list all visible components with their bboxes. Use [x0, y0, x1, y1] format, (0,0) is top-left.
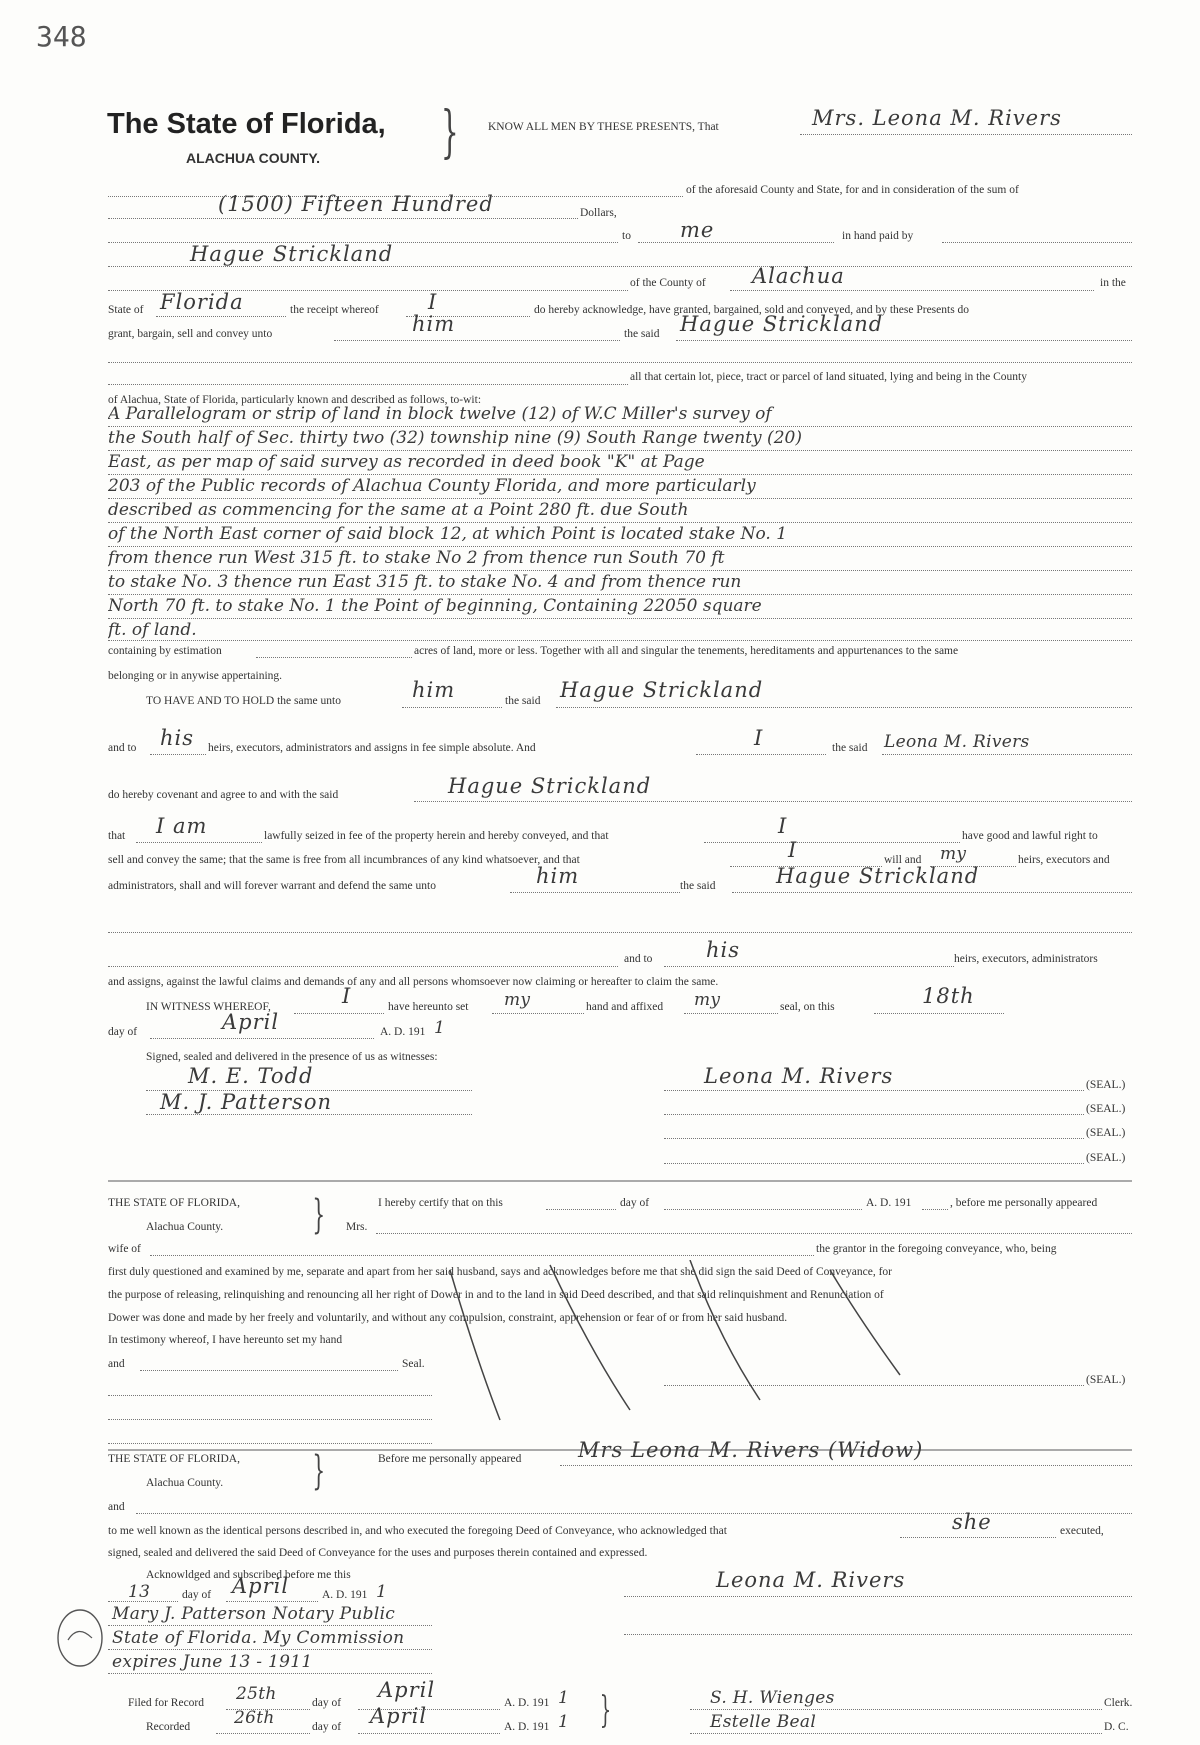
before-me-text: , before me personally appeared [950, 1197, 1098, 1209]
filed-day-handwritten: 25th [236, 1684, 277, 1704]
testimony-text: In testimony whereof, I have hereunto set my hand [108, 1334, 343, 1346]
description-line: North 70 ft. to stake No. 1 the Point of beginning, Containing 22050 square [108, 596, 762, 616]
amount-line [108, 218, 578, 219]
description-rule [108, 450, 1132, 451]
grantee-line-2 [556, 707, 1132, 708]
grant-text: grant, bargain, sell and convey unto [108, 328, 273, 340]
notary-handwritten-2: State of Florida. My Commission [112, 1628, 405, 1648]
line-8 [108, 966, 618, 967]
witness-i-handwritten: I [342, 984, 352, 1008]
header-brace: } [440, 100, 459, 165]
notary-handwritten-1: Mary J. Patterson Notary Public [112, 1604, 396, 1624]
mrs-line [376, 1233, 1132, 1234]
filed-ad-text: A. D. 191 [504, 1697, 550, 1709]
containing-text: containing by estimation [108, 645, 222, 657]
ack-year-handwritten: 1 [376, 1582, 388, 1602]
and-to-line [150, 754, 206, 755]
grantee-handwritten-1: Hague Strickland [680, 312, 884, 336]
unto-handwritten: him [412, 312, 456, 336]
heirs-exec-text: heirs, executors and [1018, 854, 1110, 866]
month-handwritten: April [222, 1010, 280, 1034]
filed-month-handwritten: April [378, 1678, 436, 1702]
that-i-line [704, 842, 960, 843]
receipt-handwritten: I [428, 290, 438, 314]
ack-signature-line-1 [624, 1596, 1132, 1597]
rec-day-of-text: day of [312, 1721, 342, 1733]
grantor-line [800, 134, 1132, 135]
ack-day-handwritten: 13 [128, 1582, 151, 1602]
and-to-handwritten: his [160, 726, 195, 750]
county-line [730, 290, 1094, 291]
line-3 [108, 266, 1132, 267]
signature-line-4 [664, 1163, 1084, 1164]
day-line [874, 1013, 1004, 1014]
grantor-handwritten-2: Leona M. Rivers [884, 732, 1030, 752]
rec-day-line [216, 1733, 310, 1734]
description-rule [108, 498, 1132, 499]
amount-handwritten: (1500) Fifteen Hundred [218, 192, 494, 216]
witness-i-line [294, 1013, 384, 1014]
seized-text: lawfully seized in fee of the property herein and hereby conveyed, and that [264, 830, 609, 842]
sell-convey-text: sell and convey the same; that the same is free from all incumbrances of any kind whatsoever, and that [108, 854, 580, 866]
description-rule [108, 426, 1132, 427]
rec-year-handwritten: 1 [558, 1712, 570, 1732]
description-line: 203 of the Public records of Alachua County Florida, and more particularly [108, 476, 756, 496]
grantor-line-2 [882, 754, 1132, 755]
wife-brace: } [312, 1192, 326, 1238]
that-text: that [108, 830, 126, 842]
ad-text: A. D. 191 [380, 1026, 426, 1038]
recorded-text: Recorded [146, 1721, 191, 1733]
state-of-text: State of [108, 304, 144, 316]
the-said-text-2: the said [505, 695, 541, 707]
heirs-admin-text: heirs, executors, administrators [954, 953, 1098, 965]
ack-signed-text: signed, sealed and delivered the said Deed of Conveyance for the uses and purposes therein contained and expressed. [108, 1547, 648, 1559]
seal-label: (SEAL.) [1086, 1127, 1126, 1139]
testimony-line-3 [108, 1443, 432, 1444]
seal-label: (SEAL.) [1086, 1103, 1126, 1115]
certify-day-line [546, 1209, 616, 1210]
heirs-fee-text: heirs, executors, administrators and assigns in fee simple absolute. And [208, 742, 536, 754]
assigns-text: and assigns, against the lawful claims and demands of any and all persons whomsoever now claiming or hereafter to claim the same. [108, 976, 719, 988]
to-line [638, 242, 834, 243]
ack-state-text: THE STATE OF FLORIDA, [108, 1453, 240, 1465]
that-handwritten: I am [156, 814, 208, 838]
set-line [492, 1013, 584, 1014]
testimony-and-text: and [108, 1358, 125, 1370]
acknowledged-text: Acknowldged and subscribed before me this [146, 1569, 351, 1581]
signature-line-2 [664, 1114, 1084, 1115]
seal-on-text: seal, on this [780, 1001, 835, 1013]
wife-of-line [150, 1255, 814, 1256]
to-handwritten: me [680, 218, 715, 242]
that-i-handwritten: I [778, 814, 788, 838]
in-the-text: in the [1100, 277, 1126, 289]
acknowledge-text: do hereby acknowledge, have granted, bargained, sold and conveyed, and by these Presents do [534, 304, 970, 316]
in-hand-line [942, 242, 1132, 243]
signature-line-1 [664, 1090, 1084, 1091]
grantor-signature: Leona M. Rivers [704, 1064, 894, 1088]
rec-ad-text: A. D. 191 [504, 1721, 550, 1733]
dollars-text: Dollars, [580, 207, 617, 219]
of-county-text: of the County of [630, 277, 706, 289]
all-that-text: all that certain lot, piece, tract or parcel of land situated, lying and being in the County [630, 371, 1027, 383]
know-all-text: KNOW ALL MEN BY THESE PRESENTS, That [488, 121, 719, 133]
description-rule [108, 546, 1132, 547]
defend-unto-handwritten: him [536, 864, 580, 888]
seal-label: (SEAL.) [1086, 1152, 1126, 1164]
certify-year-line [922, 1209, 948, 1210]
and-to-text: and to [108, 742, 137, 754]
seal-label: (SEAL.) [1086, 1079, 1126, 1091]
ack-brace: } [312, 1448, 326, 1494]
and-to-text-2: and to [624, 953, 653, 965]
description-rule [108, 618, 1132, 619]
grantee-line-3 [414, 801, 1132, 802]
filed-year-handwritten: 1 [558, 1688, 570, 1708]
witness-1-handwritten: M. E. Todd [188, 1064, 314, 1088]
signed-text: Signed, sealed and delivered in the presence of us as witnesses: [146, 1051, 438, 1063]
and-to2-handwritten: his [706, 938, 741, 962]
ack-day-of-text: day of [182, 1589, 212, 1601]
before-appeared-text: Before me personally appeared [378, 1453, 522, 1465]
appeared-handwritten: Mrs Leona M. Rivers (Widow) [578, 1438, 924, 1462]
notary-seal-mark [52, 1604, 108, 1672]
acres-line [256, 657, 412, 658]
state-handwritten: Florida [160, 290, 244, 314]
line-5 [108, 362, 1132, 363]
mrs-text: Mrs. [346, 1221, 368, 1233]
covenant-text: do hereby covenant and agree to and with the said [108, 789, 339, 801]
cancellation-strokes [440, 1260, 1000, 1430]
ack-signature: Leona M. Rivers [716, 1568, 906, 1592]
state-line [156, 316, 286, 317]
will-and-text: will and [884, 854, 922, 866]
day-of-text: day of [108, 1026, 138, 1038]
ack-and-text: and [108, 1501, 125, 1513]
in-hand-text: in hand paid by [842, 230, 914, 242]
appeared-line [560, 1465, 1132, 1466]
description-line: the South half of Sec. thirty two (32) township nine (9) South Range twenty (20) [108, 428, 802, 448]
wife-paragraph-line-1: first duly questioned and examined by me, separate and apart from her said husband, says and acknowledges before me that she did sign the said Deed of Conveyance, for [108, 1266, 892, 1278]
grantee-line-1 [676, 340, 1132, 341]
description-line: described as commencing for the same at a Point 280 ft. due South [108, 500, 689, 520]
section-divider-1 [108, 1180, 1132, 1182]
in-witness-text: IN WITNESS WHEREOF, [146, 1001, 271, 1013]
dc-label: D. C. [1104, 1721, 1129, 1733]
unto-line [334, 340, 620, 341]
wife-paragraph-line-2: the purpose of releasing, relinquishing and renouncing all her right of Dower in and to the land in said Deed described, and that said relinquishment and Renunciation of [108, 1289, 884, 1301]
the-said-text-4: the said [680, 880, 716, 892]
ack-ad-text: A. D. 191 [322, 1589, 368, 1601]
grantor-handwritten: Mrs. Leona M. Rivers [812, 106, 1062, 130]
description-rule [108, 474, 1132, 475]
acres-text: acres of land, more or less. Together with all and singular the tenements, hereditaments and appurtenances to the same [414, 645, 959, 657]
ack-signature-line-2 [624, 1634, 1132, 1635]
description-rule [108, 522, 1132, 523]
rec-day-handwritten: 26th [234, 1708, 275, 1728]
filed-day-of-text: day of [312, 1697, 342, 1709]
grantee-handwritten-2: Hague Strickland [560, 678, 764, 702]
she-handwritten: she [952, 1510, 992, 1534]
rec-month-handwritten: April [370, 1704, 428, 1728]
wife-county-text: Alachua County. [146, 1221, 224, 1233]
wife-of-text: wife of [108, 1243, 141, 1255]
rec-month-line [358, 1733, 500, 1734]
ack-month-handwritten: April [232, 1574, 290, 1598]
hand-affixed-text: hand and affixed [586, 1001, 664, 1013]
certify-month-line [664, 1209, 862, 1210]
executed-text: executed, [1060, 1525, 1104, 1537]
grantee-line-4 [732, 892, 1132, 893]
belonging-text: belonging or in anywise appertaining. [108, 670, 283, 682]
description-line: ft. of land. [108, 620, 197, 640]
clerk-label: Clerk. [1104, 1697, 1133, 1709]
witness-2-handwritten: M. J. Patterson [160, 1090, 332, 1114]
that-i2-handwritten: I [788, 838, 798, 862]
clerk-handwritten: S. H. Wienges [710, 1688, 835, 1708]
to-have-text: TO HAVE AND TO HOLD the same unto [146, 695, 341, 707]
administrators-text: administrators, shall and will forever warrant and defend the same unto [108, 880, 436, 892]
grantee-handwritten-4: Hague Strickland [776, 864, 980, 888]
the-said-text-3: the said [832, 742, 868, 754]
defend-unto-line [510, 892, 680, 893]
description-rule [108, 594, 1132, 595]
page-number: 348 [36, 20, 87, 53]
county-heading: ALACHUA COUNTY. [186, 150, 321, 166]
to-text: to [622, 230, 631, 242]
certify-ad-text: A. D. 191 [866, 1197, 912, 1209]
year-handwritten: 1 [434, 1018, 446, 1038]
grantee-handwritten-3: Hague Strickland [448, 774, 652, 798]
signature-line-3 [664, 1138, 1084, 1139]
description-line: East, as per map of said survey as recorded in deed book "K" at Page [108, 452, 705, 472]
filed-text: Filed for Record [128, 1697, 205, 1709]
line-7 [108, 932, 1132, 933]
county-handwritten: Alachua [752, 264, 845, 288]
set-handwritten: my [504, 990, 531, 1010]
certify-day-of-text: day of [620, 1197, 650, 1209]
description-line: A Parallelogram or strip of land in block twelve (12) of W.C Miller's survey of [108, 404, 772, 424]
notary-handwritten-3: expires June 13 - 1911 [112, 1652, 313, 1672]
wife-seal-label: (SEAL.) [1086, 1374, 1126, 1386]
she-line [900, 1537, 1056, 1538]
affixed-handwritten: my [694, 990, 721, 1010]
grantor-conveyance-text: the grantor in the foregoing conveyance, who, being [816, 1243, 1057, 1255]
description-line: to stake No. 3 thence run East 315 ft. to stake No. 4 and from thence run [108, 572, 742, 592]
affixed-line [684, 1013, 778, 1014]
well-known-text: to me well known as the identical persons described in, and who executed the foregoing Deed of Conveyance, who acknowledged that [108, 1525, 727, 1537]
and-i-line [696, 754, 826, 755]
of-alachua-text: of Alachua, State of Florida, particularly known and described as follows, to-wit: [108, 394, 482, 406]
have-unto-handwritten: him [412, 678, 456, 702]
month-line [150, 1038, 374, 1039]
testimony-line-2 [108, 1419, 432, 1420]
day-handwritten: 18th [922, 984, 975, 1008]
good-right-text: have good and lawful right to [962, 830, 1098, 842]
have-unto-line [402, 707, 502, 708]
certify-text: I hereby certify that on this [378, 1197, 503, 1209]
dc-handwritten: Estelle Beal [710, 1712, 817, 1732]
the-said-text: the said [624, 328, 660, 340]
have-set-text: have hereunto set [388, 1001, 469, 1013]
that-line [136, 842, 262, 843]
description-rule [108, 640, 1132, 641]
testimony-and-line [140, 1370, 398, 1371]
paid-by-handwritten: Hague Strickland [190, 242, 394, 266]
filing-brace: } [599, 1690, 612, 1731]
description-rule [108, 570, 1132, 571]
receipt-text: the receipt whereof [290, 304, 379, 316]
aforesaid-text: of the aforesaid County and State, for and in consideration of the sum of [686, 184, 1019, 196]
description-line: of the North East corner of said block 12, at which Point is located stake No. 1 [108, 524, 788, 544]
wife-paragraph-line-3: Dower was done and made by her freely and voluntarily, and without any compulsion, constraint, apprehension or fear of or from her said husband. [108, 1312, 788, 1324]
and-i-handwritten: I [754, 726, 764, 750]
description-line: from thence run West 315 ft. to stake No 2 from thence run South 70 ft [108, 548, 725, 568]
testimony-seal-text: Seal. [402, 1358, 425, 1370]
line-6 [108, 384, 628, 385]
ack-county-text: Alachua County. [146, 1477, 224, 1489]
testimony-line-1 [108, 1395, 432, 1396]
will-and-handwritten: my [940, 844, 967, 864]
document-title: The State of Florida, [107, 108, 386, 140]
and-to2-line [664, 966, 954, 967]
wife-state-text: THE STATE OF FLORIDA, [108, 1197, 240, 1209]
witness-line-2 [146, 1114, 472, 1115]
